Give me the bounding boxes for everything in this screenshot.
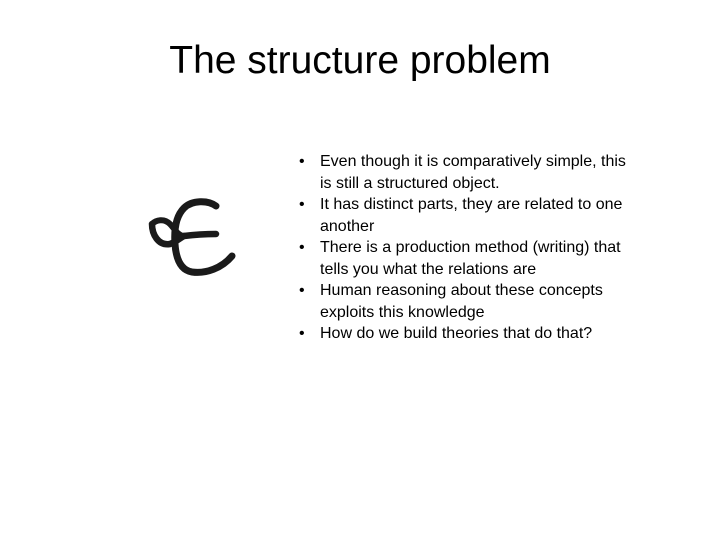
bullet-dot: •	[299, 325, 305, 342]
bullet-text: It has distinct parts, they are related to one another	[320, 196, 623, 235]
curly-e-icon	[148, 196, 240, 280]
bullet-dot: •	[299, 239, 305, 256]
bullet-text: Even though it is comparatively simple, this is still a structured object.	[320, 153, 626, 192]
bullet-item	[298, 280, 638, 323]
slide-title: The structure problem	[169, 39, 551, 82]
bullet-item	[298, 194, 638, 237]
bullet-dot: •	[299, 196, 305, 213]
bullet-list	[298, 151, 638, 345]
bullet-text: Human reasoning about these concepts exploits this knowledge	[320, 282, 603, 321]
handwritten-symbol-image	[148, 196, 240, 280]
bullet-text: How do we build theories that do that?	[320, 325, 593, 342]
bullet-text: There is a production method (writing) that tells you what the relations are	[320, 239, 621, 278]
bullet-dot: •	[299, 153, 305, 170]
bullet-item	[298, 323, 638, 345]
bullet-dot: •	[299, 282, 305, 299]
bullet-item	[298, 237, 638, 280]
bullet-item	[298, 151, 638, 194]
